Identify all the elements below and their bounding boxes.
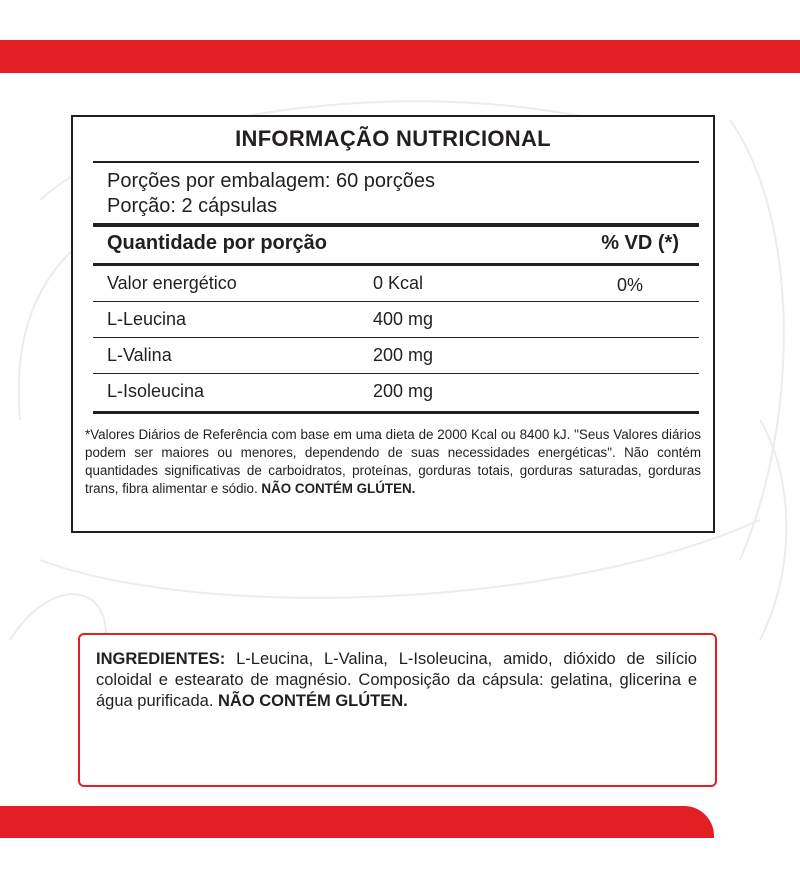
ingredients-gluten-notice: NÃO CONTÉM GLÚTEN. — [218, 692, 408, 710]
bottom-red-band — [0, 806, 714, 838]
table-row — [93, 302, 699, 338]
vd-header: % VD (*) — [601, 232, 679, 254]
nutrient-name: Valor energético — [107, 273, 237, 293]
servings-per-package: Porções por embalagem: 60 porções — [107, 170, 435, 192]
quantity-header: Quantidade por porção — [107, 232, 328, 254]
ingredients-box — [78, 633, 717, 787]
nutrient-amount: 200 mg — [373, 381, 434, 401]
nutrition-facts-table — [71, 115, 715, 533]
ingredients-paragraph — [96, 649, 697, 712]
footnote-text: *Valores Diários de Referência com base em uma dieta de 2000 Kcal ou 8400 kJ. "Seus Valores diários podem ser maiores ou menores, dependendo de suas necessidades energéticas". Não contém quantidades significativas de carboidratos, proteínas, gorduras totais, gorduras saturadas, gorduras trans, fibra alimentar e sódio. — [85, 427, 701, 496]
table-row — [93, 338, 699, 374]
gluten-free-notice: NÃO CONTÉM GLÚTEN. — [261, 481, 416, 496]
ingredients-list: L-Leucina, L-Valina, L-Isoleucina, amido, dióxido de silício coloidal e estearato de magnésio. Composição da cápsula: gelatina, glicerina e água purificada. — [96, 650, 697, 710]
nutrition-footnote — [85, 426, 701, 498]
title-divider — [93, 161, 699, 163]
table-row — [93, 374, 699, 410]
nutrient-amount: 0 Kcal — [373, 273, 424, 293]
table-row — [93, 266, 699, 302]
nutrition-title: INFORMAÇÃO NUTRICIONAL — [235, 126, 551, 151]
ingredients-label: INGREDIENTES: — [96, 650, 226, 668]
nutrient-name: L-Valina — [107, 345, 172, 365]
table-bottom-divider — [93, 411, 699, 414]
serving-info — [107, 169, 435, 219]
nutrient-name: L-Isoleucina — [107, 381, 205, 401]
nutrient-vd: 0% — [617, 275, 644, 295]
nutrient-name: L-Leucina — [107, 309, 187, 329]
top-red-band — [0, 40, 800, 73]
serving-size: Porção: 2 cápsulas — [107, 195, 278, 217]
nutrient-amount: 200 mg — [373, 345, 434, 365]
header-thick-divider — [93, 223, 699, 227]
nutrient-amount: 400 mg — [373, 309, 434, 329]
